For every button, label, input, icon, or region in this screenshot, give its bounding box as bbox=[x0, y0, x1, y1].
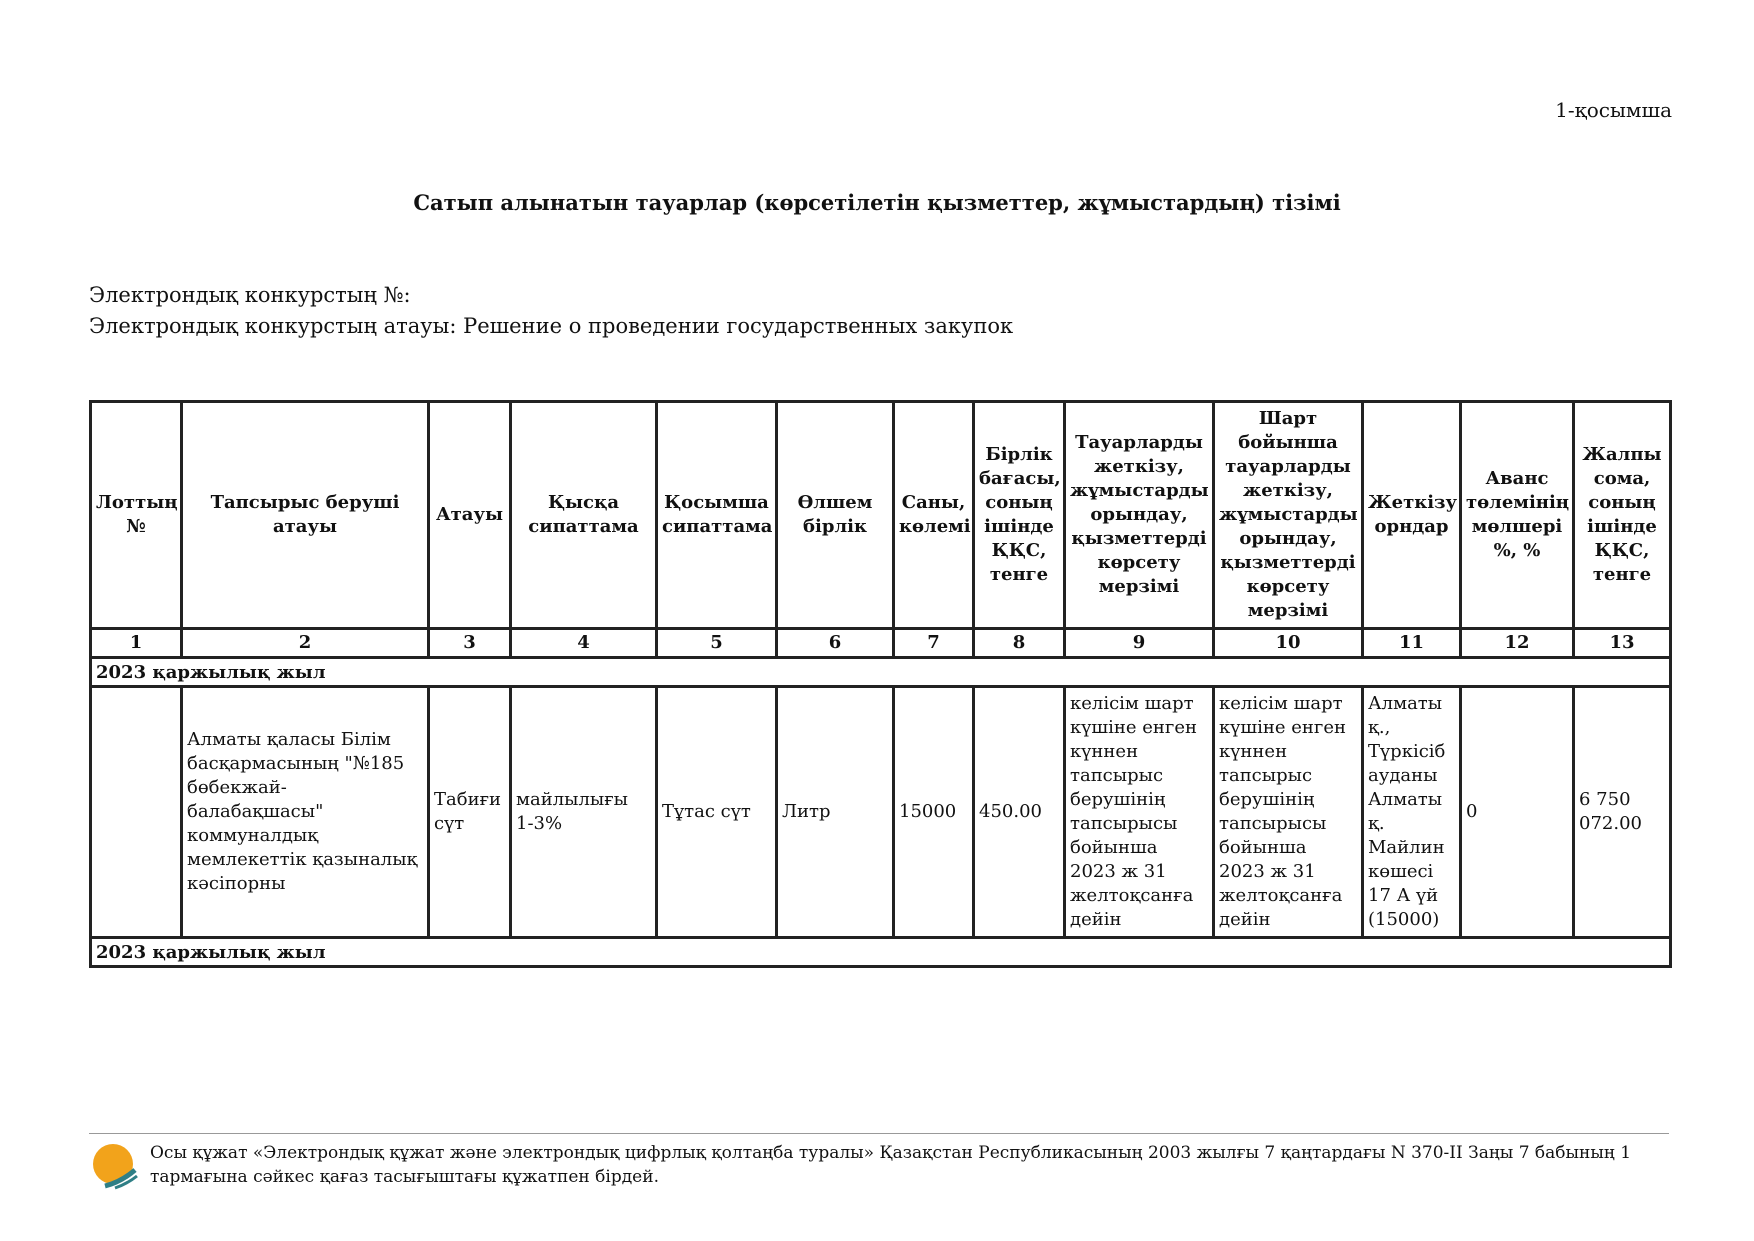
header-unit-price: Бірлік бағасы, соның ішінде ҚҚС, тенге bbox=[974, 402, 1065, 629]
header-additional-description: Қосымша сипаттама bbox=[657, 402, 777, 629]
header-lot-number: Лоттың № bbox=[91, 402, 182, 629]
column-number: 11 bbox=[1363, 629, 1461, 658]
footer bbox=[89, 1133, 1669, 1187]
header-name: Атауы bbox=[429, 402, 511, 629]
header-delivery-place: Жеткізу орндар bbox=[1363, 402, 1461, 629]
header-customer: Тапсырыс беруші атауы bbox=[182, 402, 429, 629]
column-number: 9 bbox=[1065, 629, 1214, 658]
column-number: 2 bbox=[182, 629, 429, 658]
contest-info bbox=[89, 280, 1013, 342]
year-label: 2023 қаржылық жыл bbox=[91, 658, 1671, 687]
column-number: 13 bbox=[1574, 629, 1671, 658]
column-number: 7 bbox=[894, 629, 974, 658]
table-header-row bbox=[91, 402, 1671, 629]
header-advance-percent: Аванс төлемінің мөлшері %, % bbox=[1461, 402, 1574, 629]
header-total: Жалпы сома, соның ішінде ҚҚС, тенге bbox=[1574, 402, 1671, 629]
page-title: Сатып алынатын тауарлар (көрсетілетін қызметтер, жұмыстардың) тізімі bbox=[413, 190, 1341, 215]
cell-name: Табиғи сүт bbox=[429, 687, 511, 938]
cell-short-description: майлылығы 1-3% bbox=[511, 687, 657, 938]
cell-delivery-place: Алматы қ., Түркісіб ауданы Алматы қ. Майлин көшесі 17 А үй (15000) bbox=[1363, 687, 1461, 938]
column-number: 8 bbox=[974, 629, 1065, 658]
column-number: 5 bbox=[657, 629, 777, 658]
cell-delivery-term: келісім шарт күшіне енген күннен тапсырыс берушінің тапсырысы бойынша 2023 ж 31 желтоқсанға дейін bbox=[1065, 687, 1214, 938]
year-row-bottom bbox=[91, 938, 1671, 967]
cell-contract-delivery-term: келісім шарт күшіне енген күннен тапсырыс берушінің тапсырысы бойынша 2023 ж 31 желтоқсанға дейін bbox=[1214, 687, 1363, 938]
lots-table bbox=[89, 400, 1672, 968]
cell-advance-percent: 0 bbox=[1461, 687, 1574, 938]
cell-additional-description: Тұтас сүт bbox=[657, 687, 777, 938]
cell-unit: Литр bbox=[777, 687, 894, 938]
cell-quantity: 15000 bbox=[894, 687, 974, 938]
egov-sun-logo-icon bbox=[91, 1142, 139, 1190]
header-unit: Өлшем бірлік bbox=[777, 402, 894, 629]
header-quantity: Саны, көлемі bbox=[894, 402, 974, 629]
appendix-label: 1-қосымша bbox=[1555, 98, 1672, 122]
column-number: 6 bbox=[777, 629, 894, 658]
footer-text: Осы құжат «Электрондық құжат және электрондық цифрлық қолтаңба туралы» Қазақстан Республикасының 2003 жылғы 7 қаңтардағы N 370-II Заңы 7 бабының 1 тармағына сәйкес қағаз тасығыштағы құжатпен бірдей. bbox=[150, 1143, 1632, 1187]
header-contract-delivery-term: Шарт бойынша тауарларды жеткізу, жұмыстарды орындау, қызметтерді көрсету мерзімі bbox=[1214, 402, 1363, 629]
year-row bbox=[91, 658, 1671, 687]
column-number: 3 bbox=[429, 629, 511, 658]
cell-total: 6 750 072.00 bbox=[1574, 687, 1671, 938]
cell-customer: Алматы қаласы Білім басқармасының "№185 бөбекжай-балабақшасы" коммуналдық мемлекеттік қазыналық кәсіпорны bbox=[182, 687, 429, 938]
cell-lot-number bbox=[91, 687, 182, 938]
contest-name: Электрондық конкурстың атауы: Решение о проведении государственных закупок bbox=[89, 314, 1014, 338]
cell-unit-price: 450.00 bbox=[974, 687, 1065, 938]
table-row bbox=[91, 687, 1671, 938]
header-short-description: Қысқа сипаттама bbox=[511, 402, 657, 629]
column-number: 4 bbox=[511, 629, 657, 658]
contest-number: Электрондық конкурстың №: bbox=[89, 283, 411, 307]
column-number: 12 bbox=[1461, 629, 1574, 658]
header-delivery-term: Тауарларды жеткізу, жұмыстарды орындау, қызметтерді көрсету мерзімі bbox=[1065, 402, 1214, 629]
year-label-bottom: 2023 қаржылық жыл bbox=[91, 938, 1671, 967]
column-number: 1 bbox=[91, 629, 182, 658]
column-number: 10 bbox=[1214, 629, 1363, 658]
column-number-row bbox=[91, 629, 1671, 658]
